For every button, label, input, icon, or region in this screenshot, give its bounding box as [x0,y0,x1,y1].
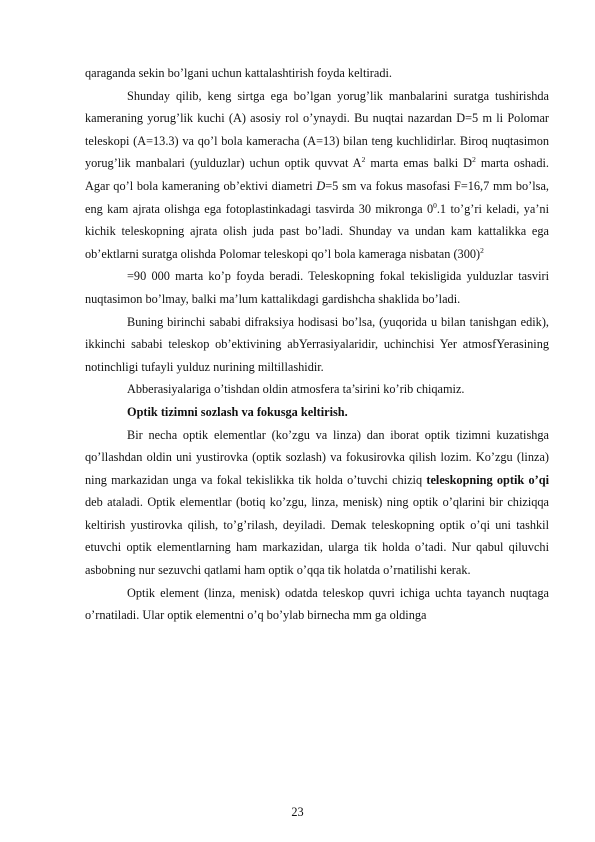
p1-text-a: Shunday qilib, keng sirtga ega bo’lgan yorug’lik manbalarini suratga tushirishda kameraning yorug’lik kuchi (A) asosiy rol o’ynaydi. Bu nuqtai nazardan D=5 m li Polomar teleskopi (A=13.3) va qo’l bola kameracha (A=13) bilan teng kuchlidirlar. Biroq nuqtasimon yorug’lik manbalari (yulduzlar) uchun optik quvvat A [85,88,549,171]
p1-text-d: =5 sm va fokus masofasi F=16,7 mm bo’lsa, eng kam ajrata olishga ega fotoplastinkadagi tasvirda 30 mikronga 0 [85,178,549,216]
paragraph-continued: qaraganda sekin bo’lgani uchun kattalashtirish foyda keltiradi. [85,66,392,80]
p5-text-b: deb ataladi. Optik elementlar (botiq ko’zgu, linza, menisk) ning optik o’qlarini bir chiziqqa keltirish yustirovka qilish, to’g’rilash, deyiladi. Demak teleskopning optik o’qi uni tashkil etuvchi optik elementlarning ham markazidan, ularga tik holda o’tadi. Nur qabul qiluvchi asbobning nur sezuvchi qatlami ham optik o’qqa tik holatda o’rnatilishi kerak. [85,495,549,578]
p1-text-e: .1 to’g’ri keladi, ya’ni kichik teleskopning ajrata olish juda past bo’ladi. Shunday va undan kam kattalikka ega ob’ektlarni suratga olishda Polomar teleskopi qo’l bola kameraga nisbatan (300) [85,201,550,261]
paragraph-abberasiya: Abberasiyalariga o’tishdan oldin atmosfera ta’sirini ko’rib chiqamiz. [127,382,465,397]
p1-sup-1: 2 [361,155,366,165]
section-heading: Optik tizimni sozlash va fokusga keltirish. [127,404,348,419]
page-number: 23 [291,805,304,819]
p1-sup-3: 0 [433,200,437,210]
paragraph-90000: =90 000 marta ko’p foyda beradi. Teleskopning fokal tekisligida yulduzlar tasviri nuqtasimon bo’lmay, balki ma’lum kattalikdagi gardishcha shaklida bo’ladi. [85,269,549,306]
p1-sup-2: 2 [472,155,476,165]
p1-italic-d: D [316,178,326,193]
p1-text-b: marta emas balki D [365,156,473,171]
p5-text-a: Bir necha optik elementlar (ko’zgu va linza) dan iborat optik tizimni kuzatishga qo’llashdan oldin uni yustirovka (optik sozlash) va fokusirovka qilish lozim. Ko’zgu (linza) ning markazidan unga va fokal tekislikka tik holda o’tuvchi chiziq [85,427,549,487]
document-body [85,62,549,627]
p5-bold-term: teleskopning optik o’qi [426,472,549,487]
p1-text-c: marta oshadi. Agar qo’l bola kameraning ob’ektivi diametri [85,156,549,193]
paragraph-bir-necha [85,424,549,582]
paragraph-optik-element: Optik element (linza, menisk) odatda teleskop quvri ichiga uchta tayanch nuqtaga o’rnatiladi. Ular optik elementni o’q bo’ylab birnecha mm ga oldinga [85,585,549,623]
p1-sup-4: 2 [480,245,484,255]
paragraph-buning: Buning birinchi sababi difraksiya hodisasi bo’lsa, (yuqorida u bilan tanishgan edik), ikkinchi sababi teleskop ob’ektivining abYerrasiyalaridir, uchinchisi Yer atmosfYerasining notinchligi tufayli yulduz nurining miltillashidir. [85,314,549,374]
paragraph-shunday [85,85,549,266]
